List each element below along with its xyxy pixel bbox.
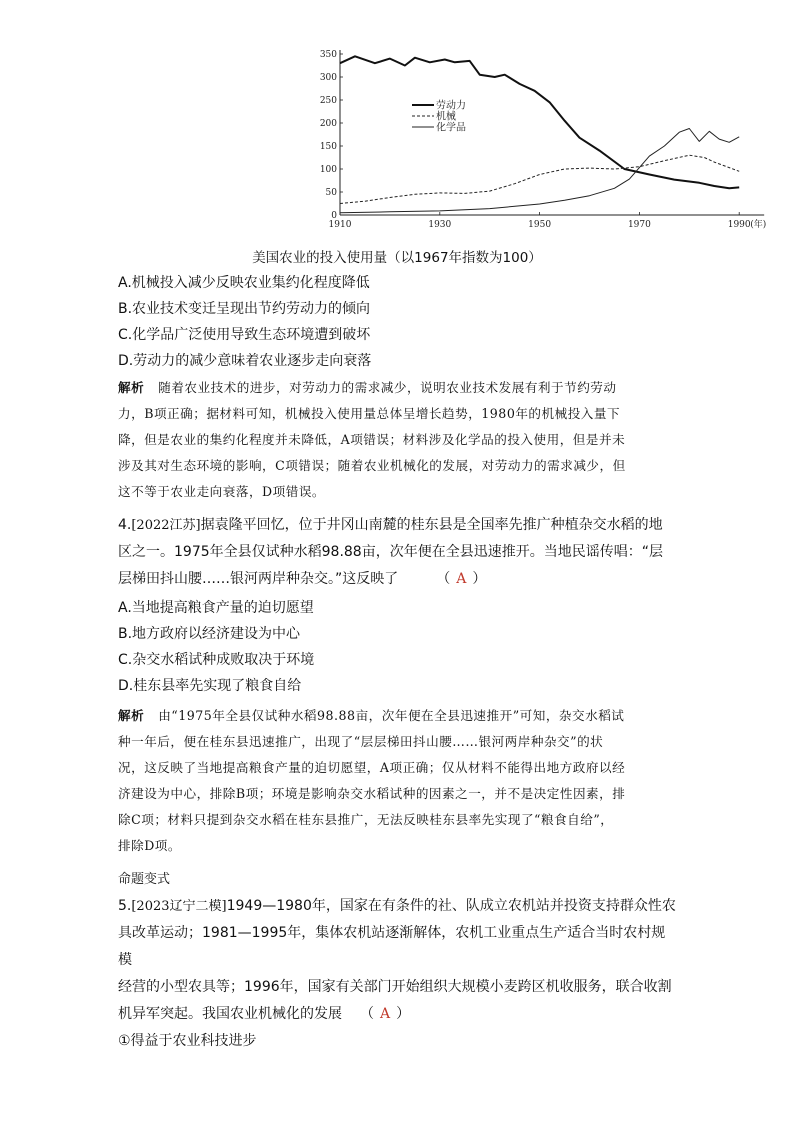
y-tick-label: 50 [325,188,337,198]
q4-option-b: B.地方政府以经济建设为中心 [118,626,301,642]
legend-label-0: 劳动力 [436,100,466,112]
q5-answer: A [380,1006,391,1022]
legend-label-2: 化学品 [436,122,466,134]
q4-analysis-line: 种一年后，便在桂东县迅速推广，出现了“层层梯田抖山腰……银河两岸种杂交”的状 [118,734,604,749]
q5-answer-close: ） [396,1006,411,1022]
x-tick-label: 1990 [727,220,751,230]
q4-analysis-line: 济建设为中心，排除B项；环境是影响杂交水稻试种的因素之一，并不是决定性因素，排 [118,786,626,801]
y-tick-label: 250 [319,96,337,106]
q4-option-d: D.桂东县率先实现了粮食自给 [118,678,302,694]
legend-label-1: 机械 [436,111,456,123]
y-tick-label: 150 [319,142,337,152]
chart-caption: 美国农业的投入使用量（以1967年指数为100） [252,250,542,266]
q4-answer: A [456,571,467,587]
q5-line: 具改革运动；1981—1995年，集体农机站逐渐解体，农机工业重点生产适合当时农村规模 [118,925,666,968]
q3-analysis-line: 这不等于农业走向衰落，D项错误。 [118,484,326,499]
q4-number: 4. [118,517,132,533]
q3-analysis [118,375,678,505]
x-tick-label: 1970 [627,220,651,230]
q3-analysis-line: 随着农业技术的进步，对劳动力的需求减少，说明农业技术发展有利于节约劳动 [158,380,617,395]
x-tick-label: 1930 [428,220,452,230]
series-line-0 [340,56,739,188]
y-tick-label: 100 [319,165,337,175]
chart-axes [340,50,764,215]
q4-analysis-line: 况，这反映了当地提高粮食产量的迫切愿望，A项正确；仅从材料不能得出地方政府以经 [118,760,626,775]
input-usage-chart [300,50,767,236]
series-line-2 [340,129,739,213]
y-tick-label: 200 [319,119,337,129]
y-tick-label: 0 [331,211,337,221]
q4-answer-open: （ [436,571,451,587]
q5-source: [2023辽宁二模] [131,899,227,914]
q5-item-1: ①得益于农业科技进步 [118,1033,257,1049]
q3-option-b: B.农业技术变迁呈现出节约劳动力的倾向 [118,301,371,317]
q4-answer-close: ） [472,571,487,587]
q5-answer-open: （ [360,1006,374,1022]
q4-line: 区之一。1975年全县仅试种水稻98.88亩，次年便在全县迅速推开。当地民谣传唱：“层 [118,544,663,560]
q4-option-a: A.当地提高粮食产量的迫切愿望 [118,600,314,616]
q5-line: 1949—1980年，国家在有条件的社、队成立农机站并投资支持群众性农 [226,898,676,914]
q3-analysis-line: 力，B项正确；据材料可知，机械投入使用量总体呈增长趋势，1980年的机械投入量下 [118,406,621,421]
q4-analysis [118,703,678,859]
q4-analysis-line: 由“1975年全县仅试种水稻98.88亩，次年便在全县迅速推开”可知，杂交水稻试 [158,708,625,723]
q4-options [118,595,678,699]
q3-analysis-line: 涉及其对生态环境的影响，C项错误；随着农业机械化的发展，对劳动力的需求减少，但 [118,458,626,473]
q3-option-c: C.化学品广泛使用导致生态环境遭到破坏 [118,327,371,343]
q5-number: 5. [118,898,132,914]
chart-legend [412,99,466,134]
q3-analysis-line: 降，但是农业的集约化程度并未降低，A项错误；材料涉及化学品的投入使用，但是并未 [118,432,626,447]
q3-analysis-label: 解析 [118,380,145,395]
q4-analysis-line: 除C项；材料只提到杂交水稻在桂东县推广，无法反映桂东县率先实现了“粮食自给”， [118,812,614,827]
q4-line: 据袁隆平回忆，位于井冈山南麓的桂东县是全国率先推广种植杂交水稻的地 [200,517,663,533]
x-axis-unit: (年) [750,220,767,230]
q5-line: 经营的小型农具等；1996年，国家有关部门开始组织大规模小麦跨区机收服务，联合收割 [118,979,672,995]
q4-stem [118,512,678,593]
q5-line: 机异军突起。我国农业机械化的发展 [118,1006,342,1022]
q4-analysis-label: 解析 [118,708,145,723]
chart-series [340,56,739,212]
q3-options [118,270,678,374]
variant-heading: 命题变式 [118,872,171,887]
x-tick-label: 1910 [328,220,352,230]
q3-option-a: A.机械投入减少反映农业集约化程度降低 [118,275,370,291]
x-tick-label: 1950 [528,220,552,230]
y-tick-label: 350 [319,50,337,60]
y-tick-label: 300 [319,73,337,83]
q5-stem [118,893,678,1055]
q4-source: [2022江苏] [131,518,201,533]
q4-line: 层梯田抖山腰……银河两岸种杂交。”这反映了 [118,571,399,587]
q4-analysis-line: 排除D项。 [118,838,181,853]
q3-option-d: D.劳动力的减少意味着农业逐步走向衰落 [118,353,372,369]
q4-option-c: C.杂交水稻试种成败取决于环境 [118,652,315,668]
